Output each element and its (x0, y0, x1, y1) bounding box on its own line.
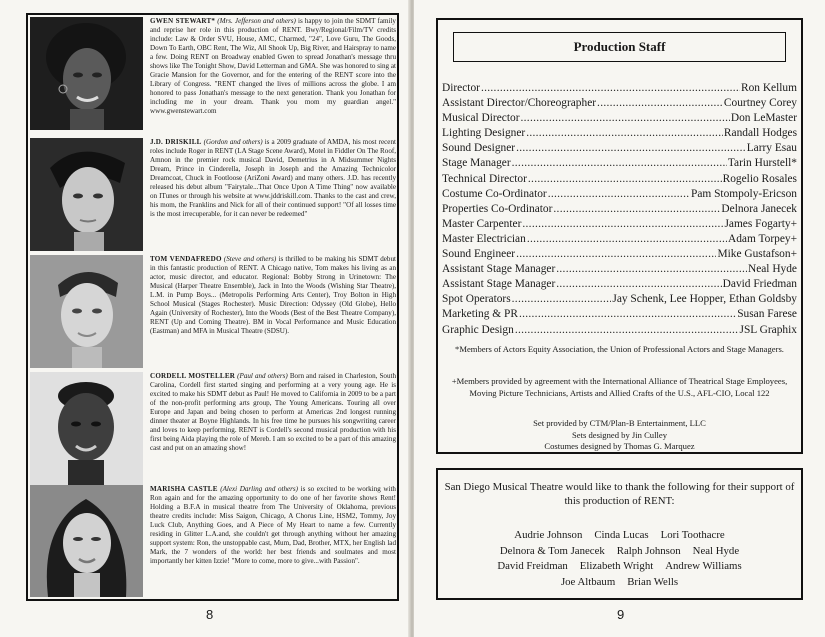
thanks-person: Ralph Johnson (616, 544, 681, 557)
staff-row (442, 156, 797, 171)
dot-leader (511, 292, 612, 307)
dot-leader (520, 111, 730, 126)
credit-line: Set provided by CTM/Plan-B Entertainment, LLC (533, 418, 706, 428)
bio-body: is a 2009 graduate of AMDA, his most recent roles include Roger in RENT (LA Stage Scene Award), Motel in Fiddler On The Roof, Amnon in the premier rock musical David, Demetrius in A Midsummer Nights Dream, Prince in Cinderella, Joseph in Joseph and the Amazing Technicolor Dreamcoat, Chuck in Footloose (AriZoni Award) and many others. J.D. has recently released his debut album "Fairytale...That Once Upon A Time Thing" now available on ITunes or through his website at www.jddriskill.com. Thanks to the cast and crew, his mom, the Franklins and Nick for all of their continued support! "Of all losses time is the most irrecuperable, for it can never be redeemed" (150, 138, 396, 219)
iatse-note: +Members provided by agreement with the International Alliance of Theatrical Stage Employees, Moving Picture Technicians, Artists and Allied Crafts of the U.S., AFL-CIO, Local 122 (451, 376, 788, 398)
dot-leader (555, 277, 721, 292)
thanks-intro: San Diego Musical Theatre would like to thank the following for their support of this production of RENT: (444, 481, 795, 507)
staff-role: Master Electrician (442, 232, 526, 245)
staff-role: Master Carpenter (442, 217, 522, 230)
staff-person: Courtney Corey (723, 97, 797, 110)
staff-person: Tarin Hurstell* (727, 157, 797, 170)
staff-person: Adam Torpey+ (728, 232, 797, 245)
staff-person: Pam Stompoly-Ericson (691, 187, 797, 200)
bio-body: is so excited to be working with Ron again and for the amazing opportunity to do one of her favorite shows Rent! Holding a B.F.A in musical theatre from The University of Oklahoma, previous theatre credits include: Miss Saigon, Chicago, A Chorus Line, HSM2, Tommy, Joy Luck Club, Anything Goes, and A Piece of My Heart to name a few. Currently residing in Glitter L.A.and, she couldn't get through anything without her amazing support system: Ron, the unstoppable cast, Mum, Dad, Brother, MTX, her English lad Mark, the 7 wonders of the world: her best friends and soulmates and most importantly her kitten Izzie! "More to come, more to give...with Passion". (150, 485, 396, 566)
dot-leader (547, 187, 690, 202)
staff-role: Costume Co-Ordinator (442, 187, 547, 200)
dot-leader (515, 141, 746, 156)
bio-body: is thrilled to be making his SDMT debut in this fantastic production of RENT. A Chicago native, Tom makes his living as an actor, music director, and educator. Regional: Bobby Strong in Urinetown: The Musical (Harper Theatre Ensemble), Jack in Into the Woods (Wishing Star Theatre), L.M. in Pump Boys... (Metropolis Performing Arts Center), Troy Bolton in High School Musical (Stages Rochester). Music Direction: Odyssey (Old Globe), Hello Again (University of Rochester), Into the Woods (Best of the Best Theatre Company), RENT (Up and Coming Theatre). BM in Vocal Performance and Music Education (Eastman) and MFA in Musical Theatre (SDSU). (150, 255, 396, 336)
staff-role: Assistant Director/Choreographer (442, 97, 597, 110)
bio-name: TOM VENDAFREDO (150, 255, 222, 263)
staff-person: Neal Hyde (747, 263, 797, 276)
right-page (414, 0, 825, 637)
staff-row (442, 81, 797, 96)
staff-row (442, 111, 797, 126)
staff-person: Rogelio Rosales (722, 172, 797, 185)
staff-person: Delnora Janecek (721, 202, 797, 215)
dot-leader (511, 156, 727, 171)
headshot-marisha-castle (30, 485, 143, 597)
staff-person: Jay Schenk, Lee Hopper, Ethan Goldsby (612, 293, 797, 306)
production-staff-title: Production Staff (453, 32, 786, 62)
thanks-line (444, 559, 795, 575)
thanks-box (436, 468, 803, 600)
staff-row (442, 141, 797, 156)
thanks-person: Audrie Johnson (514, 529, 583, 541)
dot-leader (555, 262, 747, 277)
bio-role: (Mrs. Jefferson and others) (217, 17, 296, 25)
thanks-line (444, 528, 795, 544)
thanks-line (444, 544, 795, 560)
bio-name: CORDELL MOSTELLER (150, 372, 236, 380)
staff-role: Marketing & PR (442, 308, 518, 321)
thanks-person: Delnora & Tom Janecek (499, 544, 605, 557)
bio-body: is happy to join the SDMT family and reprise her role in this production of RENT. Bwy/Regional/Film/TV credits include: Law & Order SVU, House, AMC, Charmed, "24", Love Guru, The Goods, Down To Earth, OBC Rent, The Wiz, All Shook Up, Big River, and Hairspray to name a few. Doing RENT on Broadway enabled Gwen to spread Jonathan's message thru shows like The Tonight Show, David Letterman and GMA. She was honored to sing at Gracie Mansion for the Governor, and for the entering of the RENT score into the Library of Congress. "RENT changed the lives of millions across the globe. I am honored to pass Jonathan's message to the next generation. Thank you Jonathan for including me in your dream. Thank you mom my guardian angel." www.gwenstewart.com (150, 17, 397, 116)
dot-leader (518, 307, 736, 322)
credit-line: Sets designed by Jin Culley (571, 429, 667, 440)
staff-row (442, 126, 797, 141)
staff-person: Larry Esau (746, 142, 797, 155)
staff-row (442, 307, 797, 322)
staff-role: Stage Manager (442, 157, 511, 170)
thanks-person: David Freidman (497, 560, 568, 572)
dot-leader (515, 247, 716, 262)
thanks-person: Brian Wells (627, 575, 679, 588)
staff-row (442, 96, 797, 111)
staff-role: Lighting Designer (442, 127, 526, 140)
staff-role: Spot Operators (442, 293, 511, 306)
dot-leader (514, 323, 739, 338)
bio-role: (Gordon and others) (203, 138, 263, 146)
staff-row (442, 187, 797, 202)
headshot-gwen-stewart (30, 17, 143, 130)
thanks-person: Elizabeth Wright (579, 560, 654, 572)
credits (442, 418, 797, 453)
staff-role: Musical Director (442, 112, 520, 125)
staff-role: Graphic Design (442, 323, 514, 336)
bio-name: J.D. DRISKILL (150, 138, 202, 146)
bio-name: MARISHA CASTLE (150, 485, 218, 493)
bio-name: GWEN STEWART* (150, 17, 216, 25)
credit-line: Costumes designed by Thomas G. Marquez (544, 441, 695, 452)
thanks-line (444, 575, 795, 591)
staff-role: Assistant Stage Manager (442, 278, 556, 291)
staff-person: David Friedman (722, 278, 797, 291)
staff-row (442, 323, 797, 338)
staff-person: Susan Farese (737, 308, 797, 321)
thanks-person: Joe Altbaum (560, 575, 616, 588)
staff-row (442, 172, 797, 187)
dot-leader (527, 172, 722, 187)
thanks-person: Neal Hyde (692, 544, 740, 557)
headshot-tom-vendafredo (30, 255, 143, 368)
staff-person: James Fogarty+ (724, 217, 797, 230)
headshot-jd-driskill (30, 138, 143, 251)
staff-person: Ron Kellum (740, 82, 797, 94)
bio-body: Born and raised in Charleston, South Carolina, Cordell first started singing and performing at a very young age. He is excited to make his SDMT debut as Paul! He moved to California in 2009 to be a part of the non-profit performing arts group, The Young Americans. Touring all over Europe and Japan and being chosen to perform at Americas 2nd longest running dinner theater at Boyne Highlands. In his free time he pursues his songwriting career and loves to keep performing. RENT is Cordell's second musical production with his first being Aida playing the role of Mereb. I am so excited to be a part of this amazing cast and put on an amazing show! (150, 372, 397, 453)
staff-person: Randall Hodges (723, 127, 797, 140)
production-staff-box (436, 18, 803, 454)
staff-row (442, 262, 797, 277)
staff-role: Sound Designer (442, 142, 516, 155)
thanks-person: Cinda Lucas (594, 529, 649, 541)
cast-bios-box (26, 13, 399, 601)
staff-role: Sound Engineer (442, 248, 516, 261)
staff-row (442, 202, 797, 217)
staff-person: JSL Graphix (739, 323, 797, 336)
staff-role: Technical Director (442, 172, 527, 185)
dot-leader (596, 96, 723, 111)
bio-role: (Alexi Darling and others) (220, 485, 299, 493)
staff-row (442, 247, 797, 262)
dot-leader (480, 81, 740, 96)
bio-role: (Paul and others) (237, 372, 288, 380)
staff-row (442, 292, 797, 307)
staff-role: Properties Co-Ordinator (442, 202, 553, 215)
dot-leader (552, 202, 720, 217)
left-page (0, 0, 410, 637)
staff-row (442, 232, 797, 247)
staff-list (442, 81, 797, 338)
thanks-person: Andrew Williams (665, 560, 742, 572)
staff-role: Assistant Stage Manager (442, 263, 556, 276)
page-number-right: 9 (617, 607, 625, 622)
equity-note: *Members of Actors Equity Association, the Union of Professional Actors and Stage Managers. (455, 344, 784, 354)
staff-person: Don LeMaster (730, 112, 797, 125)
staff-person: Mike Gustafson+ (717, 248, 797, 261)
page-number-left: 8 (206, 607, 214, 622)
dot-leader (521, 217, 723, 232)
dot-leader (526, 232, 727, 247)
staff-row (442, 277, 797, 292)
staff-row (442, 217, 797, 232)
bio-role: (Steve and others) (223, 255, 277, 263)
dot-leader (525, 126, 723, 141)
staff-role: Director (442, 82, 480, 94)
thanks-names (444, 528, 795, 590)
thanks-person: Lori Toothacre (660, 529, 725, 541)
headshot-cordell-mosteller (30, 372, 143, 485)
